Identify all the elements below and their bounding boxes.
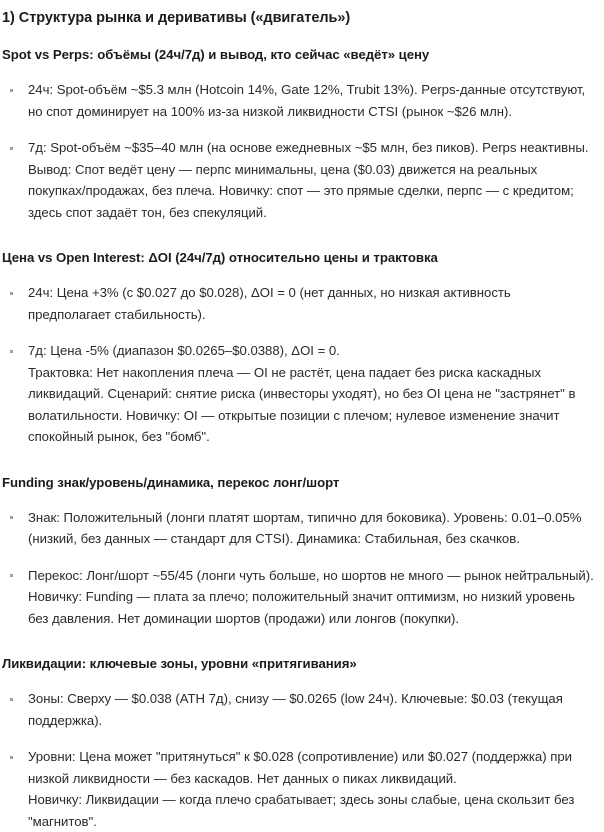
list-item-line: Новичку: Ликвидации — когда плечо срабатывает; здесь зоны слабые, цена скользит без "магнитов". xyxy=(28,792,575,829)
sub-heading: Spot vs Perps: объёмы (24ч/7д) и вывод, кто сейчас «ведёт» цену xyxy=(2,47,430,62)
sub-heading: Funding знак/уровень/динамика, перекос лонг/шорт xyxy=(2,474,340,490)
list-item-line: Вывод: Спот ведёт цену — перпс минимальны, цена ($0.03) движется на реальных покупках/продажах, без плеча. Новичку: спот — это прямые сделки, перпс — с кредитом; здесь спот задаёт тон, без спекуляций. xyxy=(28,161,574,220)
bullet-list xyxy=(2,282,596,448)
list-item-line: 7д: Цена -5% (диапазон $0.0265–$0.0388), ΔOI = 0. xyxy=(28,343,340,358)
list-item xyxy=(2,507,596,550)
content-blocks xyxy=(2,46,596,832)
list-item-line: Зоны: Сверху — $0.038 (ATH 7д), снизу — $0.0265 (low 24ч). Ключевые: $0.03 (текущая поддержка). xyxy=(28,691,563,728)
list-item-line: 7д: Spot-объём ~$35–40 млн (на основе ежедневных ~$5 млн, без пиков). Perps неактивны. xyxy=(28,140,589,155)
sub-heading: Ликвидации: ключевые зоны, уровни «притягивания» xyxy=(2,656,357,671)
list-item-line: Новичку: Funding — плата за плечо; положительный значит оптимизм, но низкий уровень без давления. Нет доминации шортов (продажи) или лонгов (покупки). xyxy=(28,589,575,626)
list-item-line: Знак: Положительный (лонги платят шортам, типично для боковика). Уровень: 0.01–0.05% (низкий, без данных — стандарт для CTSI). Динамика: Стабильная, без скачков. xyxy=(28,509,582,546)
bullet-list xyxy=(2,507,596,630)
list-item-line: Уровни: Цена может "притянуться" к $0.028 (сопротивление) или $0.027 (поддержка) при низкой ликвидности — без каскадов. Нет данных о пиках ликвидаций. xyxy=(28,749,572,786)
list-item xyxy=(2,565,596,630)
list-item xyxy=(2,688,596,731)
list-item xyxy=(2,340,596,448)
list-item-line: Перекос: Лонг/шорт ~55/45 (лонги чуть больше, но шортов не много — рынок нейтральный). xyxy=(28,567,594,583)
sub-heading: Цена vs Open Interest: ΔOI (24ч/7д) относительно цены и трактовка xyxy=(2,250,438,265)
list-item-line: Трактовка: Нет накопления плеча — OI не растёт, цена падает без риска каскадных ликвидаций. Сценарий: снятие риска (инвесторы уходят), но без OI цена не "застрянет" в волатильности. Новичку: OI — открытые позиции с плечом; нулевое изменение значит спокойный рынок, без "бомб". xyxy=(28,364,576,444)
list-item xyxy=(2,282,596,325)
list-item xyxy=(2,746,596,832)
page-title: 1) Структура рынка и деривативы («двигатель») xyxy=(2,10,351,26)
bullet-list xyxy=(2,688,596,832)
bullet-list xyxy=(2,79,596,223)
list-item xyxy=(2,137,596,223)
list-item-line: 24ч: Spot-объём ~$5.3 млн (Hotcoin 14%, Gate 12%, Trubit 13%). Perps-данные отсутствуют, но спот доминирует на 100% из-за низкой ликвидности CTSI (рынок ~$26 млн). xyxy=(28,82,586,119)
list-item-line: 24ч: Цена +3% (с $0.027 до $0.028), ΔOI = 0 (нет данных, но низкая активность предполагает стабильность). xyxy=(28,285,511,322)
list-item xyxy=(2,79,596,122)
